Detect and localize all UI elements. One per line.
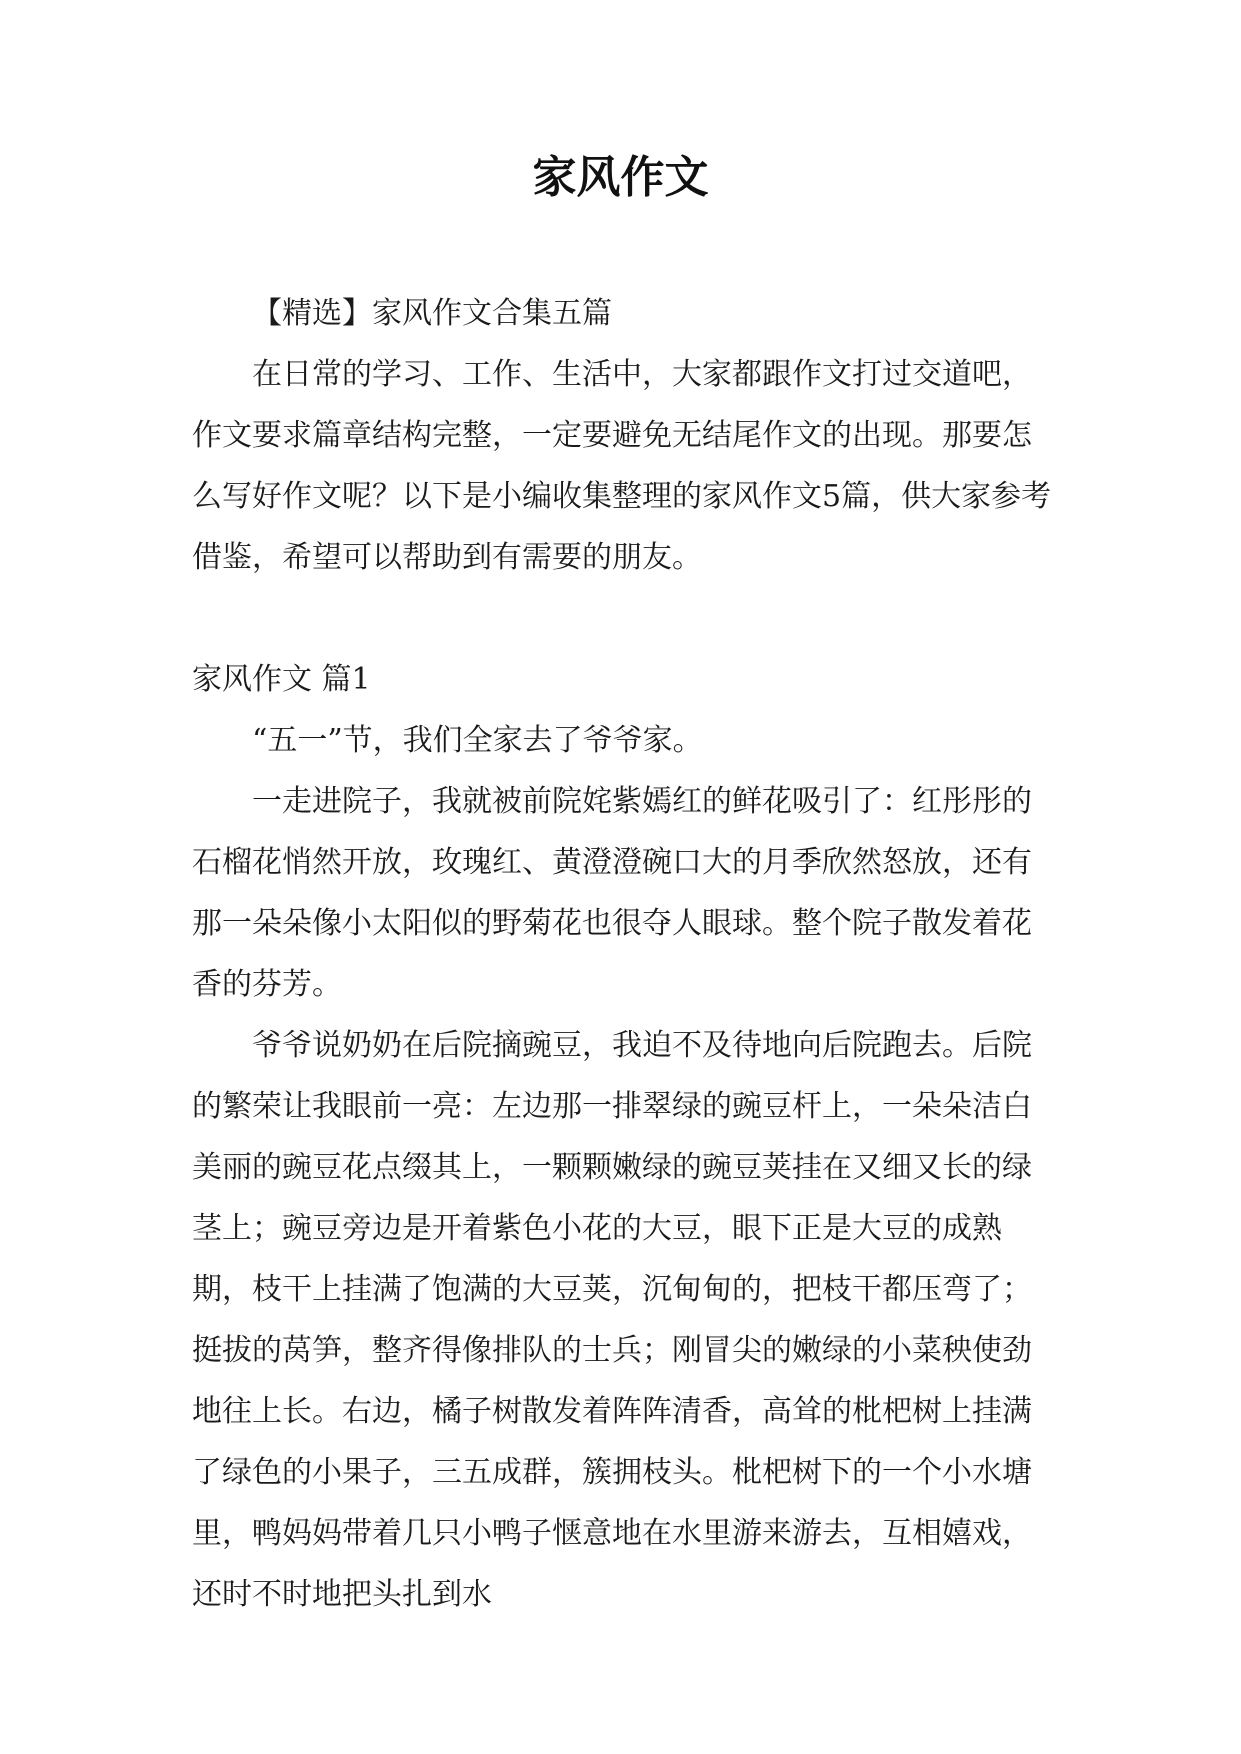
intro-paragraph: 在日常的学习、工作、生活中，大家都跟作文打过交道吧，作文要求篇章结构完整，一定要避免无结尾作文的出现。那要怎么写好作文呢？以下是小编收集整理的家风作文5篇，供大家参考借鉴，希望可以帮助到有需要的朋友。 — [192, 357, 1052, 575]
document-title: 家风作文 — [532, 152, 709, 203]
document-body — [192, 283, 1060, 1625]
paragraph: “五一”节，我们全家去了爷爷家。 — [252, 723, 703, 758]
paragraph: 爷爷说奶奶在后院摘豌豆，我迫不及待地向后院跑去。后院的繁荣让我眼前一亮：左边那一排翠绿的豌豆杆上，一朵朵洁白美丽的豌豆花点缀其上，一颗颗嫩绿的豌豆荚挂在又细又长的绿茎上；豌豆旁边是开着紫色小花的大豆，眼下正是大豆的成熟期，枝干上挂满了饱满的大豆荚，沉甸甸的，把枝干都压弯了；挺拔的莴笋，整齐得像排队的士兵；刚冒尖的嫩绿的小菜秧使劲地往上长。右边，橘子树散发着阵阵清香，高耸的枇杷树上挂满了绿色的小果子，三五成群，簇拥枝头。枇杷树下的一个小水塘里，鸭妈妈带着几只小鸭子惬意地在水里游来游去，互相嬉戏，还时不时地把头扎到水 — [192, 1028, 1032, 1612]
section-spacer — [192, 588, 1060, 649]
paragraph: 一走进院子，我就被前院姹紫嫣红的鲜花吸引了：红彤彤的石榴花悄然开放，玫瑰红、黄澄澄碗口大的月季欣然怒放，还有那一朵朵像小太阳似的野菊花也很夺人眼球。整个院子散发着花香的芬芳。 — [192, 784, 1032, 1002]
section-title: 家风作文 篇1 — [192, 662, 371, 697]
intro-heading: 【精选】家风作文合集五篇 — [252, 296, 612, 331]
